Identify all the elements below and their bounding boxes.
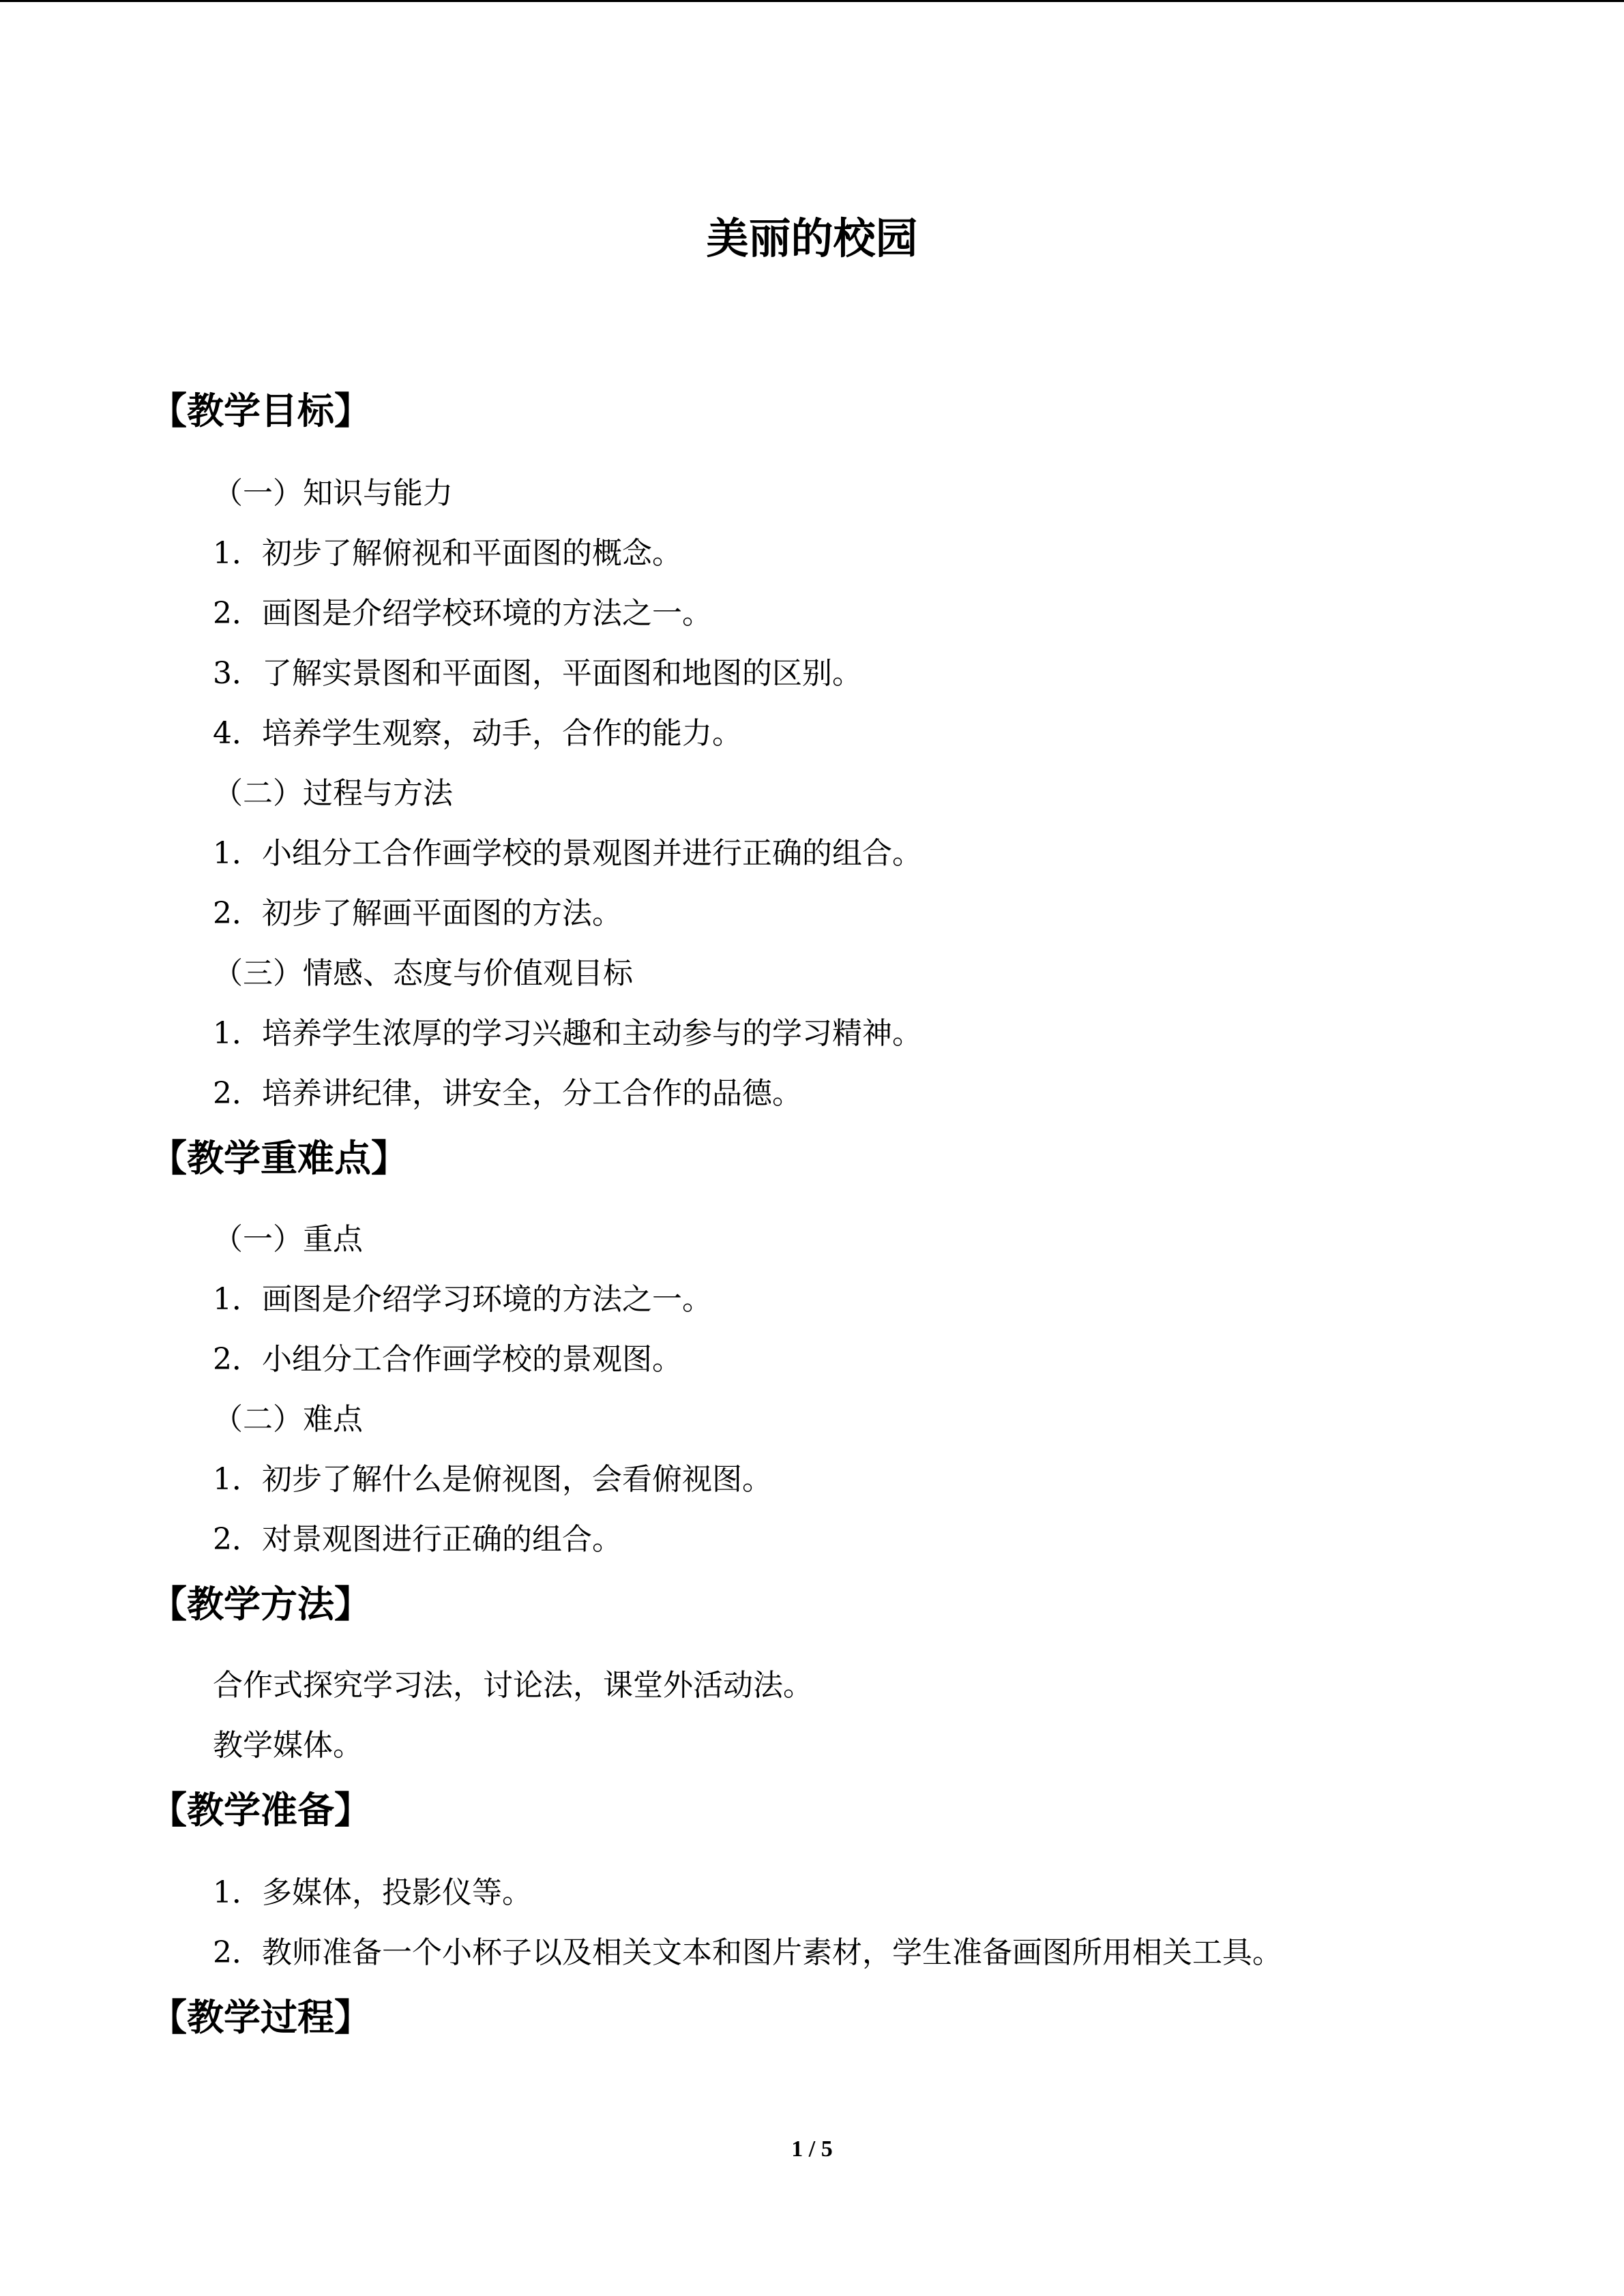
keypoints-subheading-key: （一）重点 <box>213 1222 363 1257</box>
goals-subheading-attitude: （三）情感、态度与价值观目标 <box>213 956 633 991</box>
page-indicator: 1 / 5 <box>791 2136 833 2162</box>
goals-item: 2．培养讲纪律，讲安全，分工合作的品德。 <box>213 1076 802 1111</box>
section-heading-process: 【教学过程】 <box>150 1996 371 2039</box>
keypoints-item: 1．画图是介绍学习环境的方法之一。 <box>213 1282 712 1317</box>
goals-subheading-process: （二）过程与方法 <box>213 776 453 811</box>
page-top-border <box>0 0 1624 2</box>
section-heading-goals: 【教学目标】 <box>150 389 371 432</box>
goals-item: 1．培养学生浓厚的学习兴趣和主动参与的学习精神。 <box>213 1016 922 1051</box>
goals-item: 1．初步了解俯视和平面图的概念。 <box>213 536 682 571</box>
preparation-item: 1．多媒体，投影仪等。 <box>213 1875 532 1910</box>
methods-line: 教学媒体。 <box>213 1728 363 1763</box>
keypoints-item: 1．初步了解什么是俯视图，会看俯视图。 <box>213 1462 772 1497</box>
goals-subheading-knowledge: （一）知识与能力 <box>213 476 453 511</box>
keypoints-subheading-difficult: （二）难点 <box>213 1402 363 1437</box>
section-heading-methods: 【教学方法】 <box>150 1583 371 1626</box>
goals-item: 4．培养学生观察，动手，合作的能力。 <box>213 716 742 751</box>
section-heading-keypoints: 【教学重难点】 <box>150 1137 408 1180</box>
preparation-item: 2．教师准备一个小杯子以及相关文本和图片素材，学生准备画图所用相关工具。 <box>213 1935 1282 1970</box>
goals-item: 3．了解实景图和平面图，平面图和地图的区别。 <box>213 656 862 691</box>
methods-line: 合作式探究学习法，讨论法，课堂外活动法。 <box>213 1668 813 1703</box>
keypoints-item: 2．对景观图进行正确的组合。 <box>213 1522 622 1557</box>
goals-item: 1．小组分工合作画学校的景观图并进行正确的组合。 <box>213 836 922 871</box>
document-title: 美丽的校园 <box>706 213 918 263</box>
goals-item: 2．画图是介绍学校环境的方法之一。 <box>213 596 712 631</box>
goals-item: 2．初步了解画平面图的方法。 <box>213 896 622 931</box>
keypoints-item: 2．小组分工合作画学校的景观图。 <box>213 1342 682 1377</box>
section-heading-preparation: 【教学准备】 <box>150 1789 371 1832</box>
